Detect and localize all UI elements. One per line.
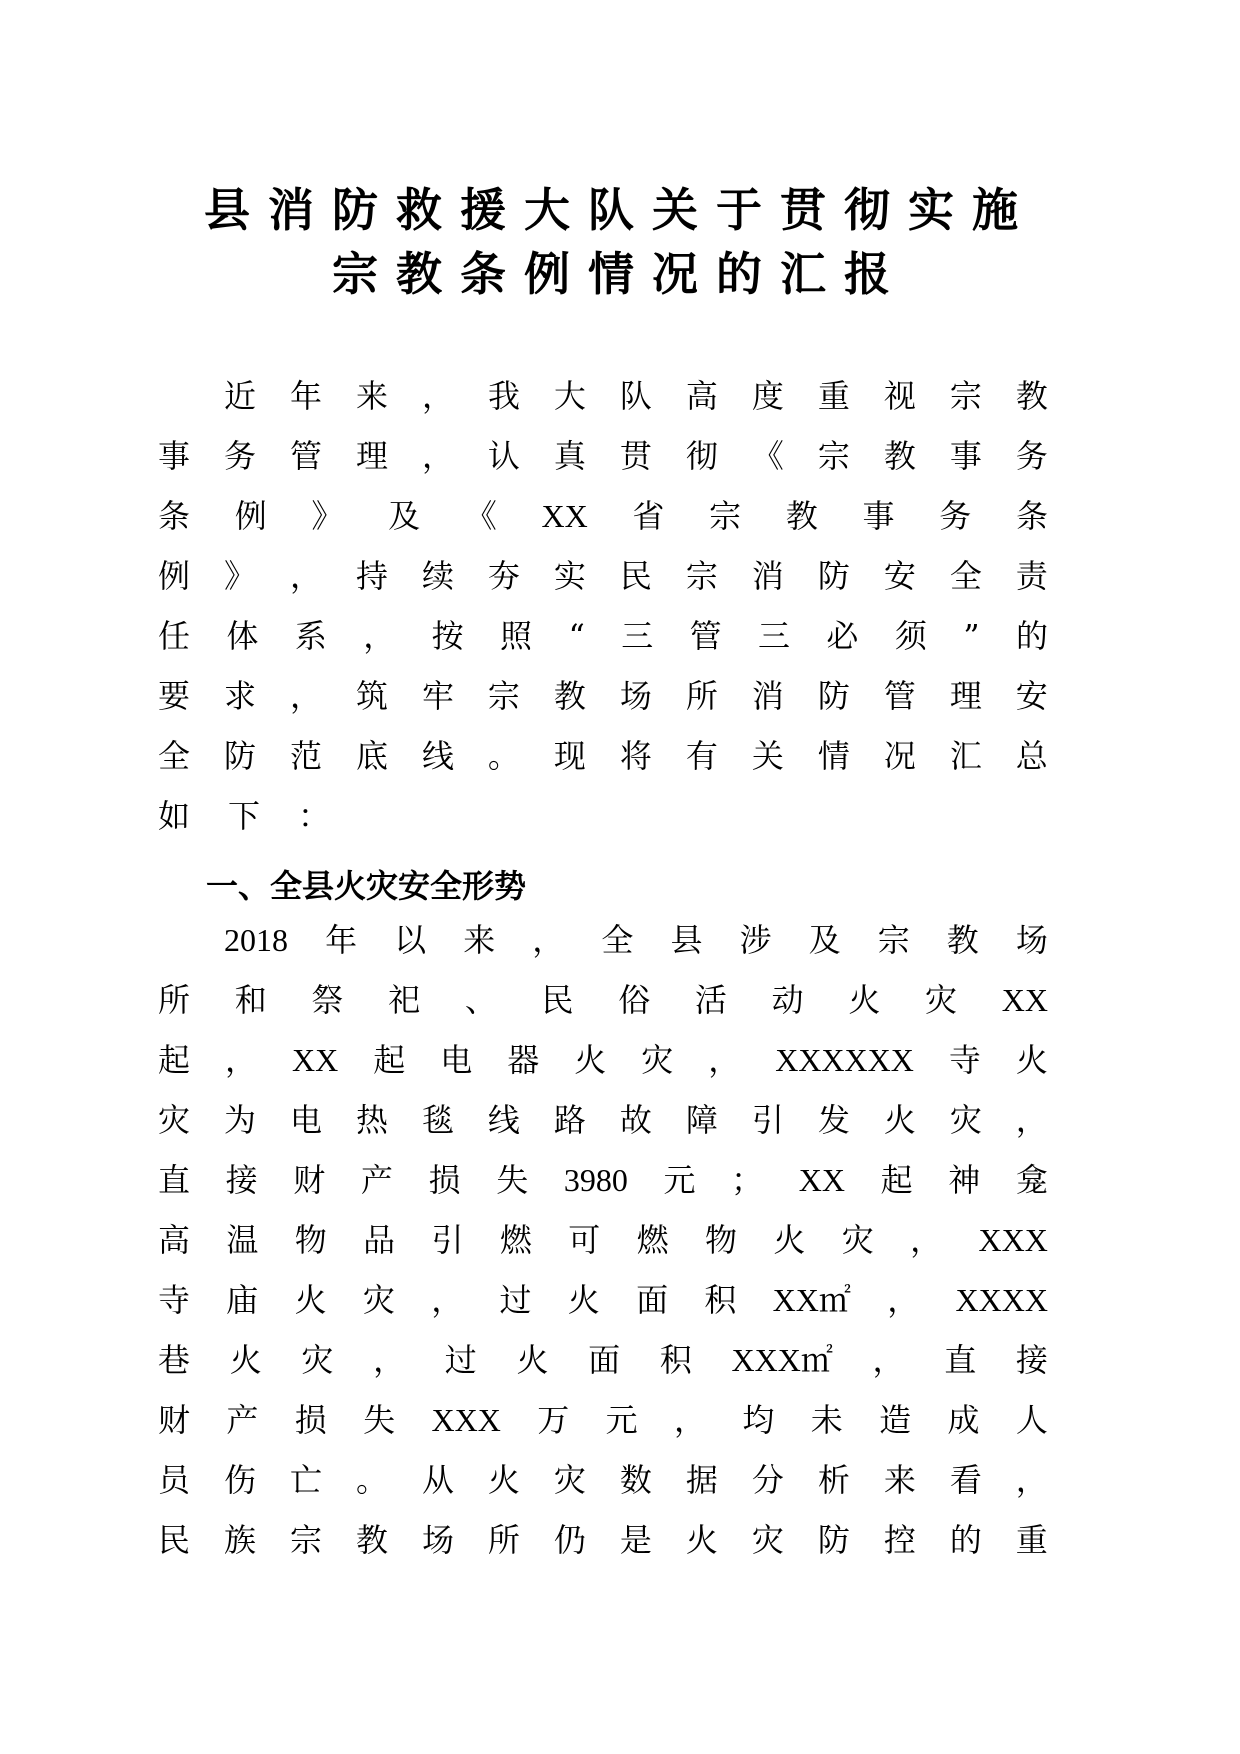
text-char: 故 [619,1101,652,1139]
text-char: 求 [223,677,256,715]
text-char: 器 [507,1041,540,1079]
text-char: 从 [421,1461,454,1499]
text-char: ： [298,797,331,835]
text-char: 防 [817,677,850,715]
text-char: 所 [487,1521,520,1559]
paragraph-line [158,1276,1048,1324]
text-char: 损 [294,1401,327,1439]
text-char: 寺 [948,1041,981,1079]
text-char: 积 [659,1341,692,1379]
text-char: 神 [948,1161,981,1199]
text-char: 例 [158,557,191,595]
text-char: 员 [158,1461,191,1499]
paragraph-line [158,1036,1048,1084]
text-char: 和 [234,981,267,1019]
text-char: 、 [464,981,497,1019]
text-char: 来 [355,377,388,415]
paragraph-line [224,916,1048,964]
text-char: 条 [158,497,191,535]
text-token: 2018 [224,922,288,958]
text-char: 汇 [949,737,982,775]
text-char: 火 [574,1041,607,1079]
text-char: ， [373,1341,406,1379]
text-char: 队 [619,377,652,415]
text-char: 火 [848,981,881,1019]
text-char: 物 [705,1221,738,1259]
text-char: 财 [158,1401,191,1439]
text-char: 成 [947,1401,980,1439]
text-char: 重 [817,377,850,415]
text-char: 务 [939,497,972,535]
text-char: 。 [487,737,520,775]
text-char: 现 [553,737,586,775]
text-char: 三 [758,617,791,655]
text-char: 《 [464,497,497,535]
paragraph-line [158,792,1048,840]
text-char: 例 [234,497,267,535]
text-char: 民 [541,981,574,1019]
text-char: 教 [946,921,979,959]
text-char: 元 [663,1161,696,1199]
text-char: 教 [355,1521,388,1559]
text-token: XX [798,1162,845,1198]
text-char: 动 [771,981,804,1019]
text-char: ； [731,1161,764,1199]
text-char: 过 [444,1341,477,1379]
text-char: 积 [704,1281,737,1319]
text-token: 3980 [563,1162,628,1198]
text-char: 将 [619,737,652,775]
text-char: ， [673,1401,706,1439]
paragraph-line [158,1456,1048,1504]
text-token: XX㎡ [772,1282,851,1318]
text-char: 及 [388,497,421,535]
text-char: 可 [568,1221,601,1259]
text-char: 起 [158,1041,191,1079]
paragraph-line [158,672,1048,720]
text-char: 条 [1015,497,1048,535]
text-char: 按 [431,617,464,655]
text-char: 仍 [553,1521,586,1559]
text-char: ， [421,437,454,475]
text-char: 贯 [619,437,652,475]
text-token: XXXX [955,1282,1048,1318]
text-char: 数 [619,1461,652,1499]
text-char: 有 [685,737,718,775]
text-char: 教 [883,437,916,475]
text-char: 庙 [226,1281,259,1319]
text-char: 品 [363,1221,396,1259]
text-char: 总 [1015,737,1048,775]
text-char: 过 [499,1281,532,1319]
text-char: 万 [537,1401,570,1439]
text-char: 近 [224,377,257,415]
text-char: 底 [355,737,388,775]
text-char: 大 [553,377,586,415]
text-char: 燃 [636,1221,669,1259]
text-char: 事 [158,437,191,475]
text-char: 族 [223,1521,256,1559]
text-char: 宗 [685,557,718,595]
text-char: 三 [621,617,654,655]
text-char: 防 [817,1521,850,1559]
text-char: 失 [363,1401,396,1439]
document-title-line-1: 县消防救援大队关于贯彻实施 [204,183,1036,237]
document-title-line-2: 宗教条例情况的汇报 [332,247,908,301]
paragraph-line [158,1516,1048,1564]
text-char: 析 [817,1461,850,1499]
text-char: 筑 [355,677,388,715]
text-char: 情 [817,737,850,775]
text-char: 必 [826,617,859,655]
text-char: 祀 [388,981,421,1019]
text-char: 巷 [158,1341,191,1379]
text-char: 灾 [362,1281,395,1319]
text-char: 线 [421,737,454,775]
text-char: 灾 [641,1041,674,1079]
text-char: 火 [773,1221,806,1259]
paragraph-line [158,1396,1048,1444]
text-char: ， [1015,1101,1048,1139]
text-char: 来 [883,1461,916,1499]
text-char: 面 [588,1341,621,1379]
text-char: 》 [223,557,256,595]
text-char: 理 [355,437,388,475]
text-char: 宗 [289,1521,322,1559]
text-char: 宗 [949,377,982,415]
text-char: 直 [944,1341,977,1379]
text-char: 民 [619,557,652,595]
text-char: 续 [421,557,454,595]
text-char: 造 [879,1401,912,1439]
text-char: 活 [694,981,727,1019]
text-char: 安 [883,557,916,595]
text-char: 场 [421,1521,454,1559]
text-char: 我 [487,377,520,415]
text-char: ， [421,377,454,415]
text-char: 务 [1015,437,1048,475]
text-char: 理 [949,677,982,715]
text-char: 引 [431,1221,464,1259]
text-char: ， [887,1281,920,1319]
text-char: 未 [810,1401,843,1439]
paragraph-line [158,1336,1048,1384]
text-char: 亡 [289,1461,322,1499]
text-char: 祭 [311,981,344,1019]
text-token: XXX㎡ [731,1342,833,1378]
text-char: 起 [373,1041,406,1079]
text-char: 火 [883,1101,916,1139]
text-char: 消 [751,677,784,715]
paragraph-line [158,732,1048,780]
text-char: 为 [223,1101,256,1139]
text-char: 温 [226,1221,259,1259]
text-char: 要 [158,677,191,715]
text-char: 均 [742,1401,775,1439]
text-char: 管 [689,617,722,655]
text-char: 火 [567,1281,600,1319]
text-char: ， [1015,1461,1048,1499]
paragraph-line [158,552,1048,600]
text-char: 的 [949,1521,982,1559]
text-char: 务 [223,437,256,475]
text-char: 实 [553,557,586,595]
text-char: 物 [294,1221,327,1259]
text-char: 教 [785,497,818,535]
text-char: 防 [817,557,850,595]
text-char: 火 [685,1521,718,1559]
text-char: 场 [619,677,652,715]
text-char: 寺 [158,1281,191,1319]
text-char: ， [225,1041,258,1079]
text-char: 产 [226,1401,259,1439]
text-char: 全 [158,737,191,775]
text-char: 火 [487,1461,520,1499]
text-char: 全 [601,921,634,959]
text-char: 高 [158,1221,191,1259]
text-char: 是 [619,1521,652,1559]
text-char: 如 [158,797,191,835]
text-char: 。 [355,1461,388,1499]
text-token: XXX [978,1222,1048,1258]
text-token: XXXXXX [775,1042,914,1078]
text-char: 管 [883,677,916,715]
text-char: 关 [751,737,784,775]
text-char: 燃 [499,1221,532,1259]
text-char: 视 [883,377,916,415]
text-char: 障 [685,1101,718,1139]
text-char: 以 [394,921,427,959]
text-char: 发 [817,1101,850,1139]
text-char: 宗 [487,677,520,715]
text-char: 场 [1015,921,1048,959]
text-char: 财 [293,1161,326,1199]
text-char: “ [568,617,585,655]
text-char: 省 [632,497,665,535]
text-char: 起 [880,1161,913,1199]
text-char: 来 [463,921,496,959]
text-char: 县 [670,921,703,959]
text-char: 火 [516,1341,549,1379]
text-char: 看 [949,1461,982,1499]
text-char: ” [963,617,980,655]
paragraph-line [158,1156,1048,1204]
text-char: 控 [883,1521,916,1559]
paragraph-line [158,432,1048,480]
text-char: 灾 [301,1341,334,1379]
paragraph-line [158,976,1048,1024]
text-char: 所 [158,981,191,1019]
text-char: 任 [158,617,191,655]
text-char: 消 [751,557,784,595]
text-char: 教 [1015,377,1048,415]
text-char: 重 [1015,1521,1048,1559]
text-char: 彻 [685,437,718,475]
text-char: ， [289,557,322,595]
text-char: ， [363,617,396,655]
text-char: 责 [1015,557,1048,595]
text-char: ， [431,1281,464,1319]
text-char: 热 [355,1101,388,1139]
text-char: ， [872,1341,905,1379]
text-char: 年 [325,921,358,959]
text-token: XX [1001,982,1048,1018]
text-char: 》 [311,497,344,535]
text-char: 灾 [949,1101,982,1139]
text-char: 涉 [739,921,772,959]
text-char: 据 [685,1461,718,1499]
text-token: XX [541,498,588,534]
text-char: 宗 [877,921,910,959]
text-char: 事 [862,497,895,535]
text-char: 电 [440,1041,473,1079]
text-char: 引 [751,1101,784,1139]
text-char: 高 [685,377,718,415]
text-char: 伤 [223,1461,256,1499]
text-char: 产 [360,1161,393,1199]
text-char: 管 [289,437,322,475]
text-char: 教 [553,677,586,715]
text-char: 灾 [553,1461,586,1499]
text-char: 失 [496,1161,529,1199]
text-char: ， [289,677,322,715]
text-char: 下 [228,797,261,835]
text-char: 宗 [709,497,742,535]
text-char: 事 [949,437,982,475]
text-char: 灾 [841,1221,874,1259]
text-char: 真 [553,437,586,475]
text-char: 体 [226,617,259,655]
text-char: 系 [294,617,327,655]
paragraph-line [158,612,1048,660]
text-char: 线 [487,1101,520,1139]
paragraph-line [158,1216,1048,1264]
text-char: ， [910,1221,943,1259]
text-char: 夯 [487,557,520,595]
text-char: 须 [894,617,927,655]
text-token: XX [292,1042,339,1078]
text-char: ， [708,1041,741,1079]
text-char: 火 [294,1281,327,1319]
text-token: XXX [431,1402,501,1438]
text-char: 全 [949,557,982,595]
text-char: 俗 [618,981,651,1019]
text-char: 灾 [751,1521,784,1559]
text-char: 照 [500,617,533,655]
text-char: 安 [1015,677,1048,715]
paragraph-line [158,1096,1048,1144]
text-char: 电 [289,1101,322,1139]
text-char: 及 [808,921,841,959]
text-char: 元 [605,1401,638,1439]
text-char: 民 [158,1521,191,1559]
text-char: ， [532,921,565,959]
text-char: 直 [158,1161,191,1199]
text-char: 《 [751,437,784,475]
text-char: 灾 [925,981,958,1019]
text-char: 路 [553,1101,586,1139]
text-char: 毯 [421,1101,454,1139]
text-char: 火 [1015,1041,1048,1079]
text-char: 所 [685,677,718,715]
paragraph-line [224,372,1048,420]
text-char: 损 [428,1161,461,1199]
text-char: 接 [225,1161,258,1199]
text-char: 范 [289,737,322,775]
text-char: 防 [223,737,256,775]
text-char: 牢 [421,677,454,715]
text-char: 况 [883,737,916,775]
text-char: 火 [229,1341,262,1379]
text-char: 的 [1015,617,1048,655]
section-heading: 一、全县火灾安全形势 [206,867,527,905]
text-char: 度 [751,377,784,415]
text-char: 龛 [1015,1161,1048,1199]
paragraph-line [158,492,1048,540]
text-char: 灾 [158,1101,191,1139]
text-char: 人 [1015,1401,1048,1439]
text-char: 宗 [817,437,850,475]
text-char: 接 [1015,1341,1048,1379]
text-char: 年 [289,377,322,415]
text-char: 持 [355,557,388,595]
text-char: 面 [636,1281,669,1319]
text-char: 认 [487,437,520,475]
text-char: 分 [751,1461,784,1499]
